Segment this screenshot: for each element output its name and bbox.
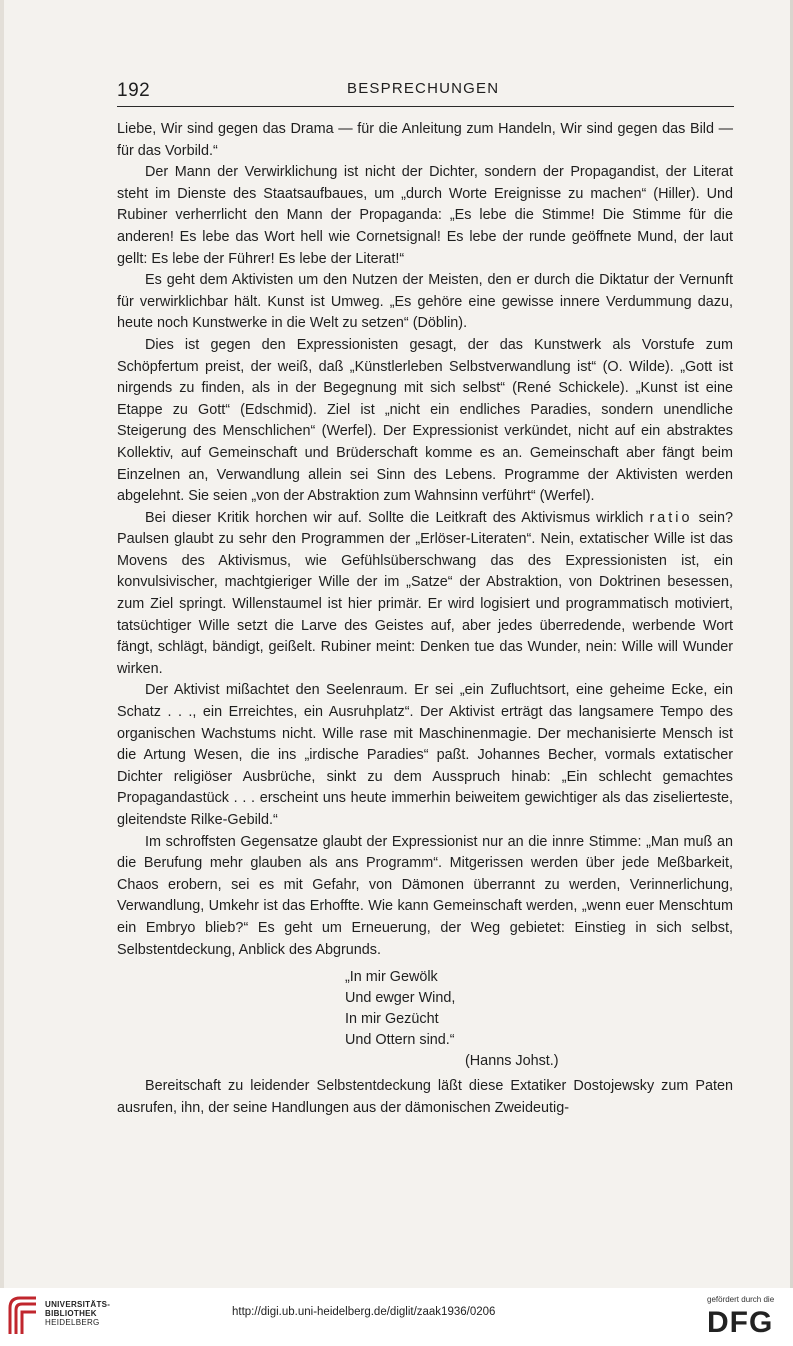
poem-line: Und ewger Wind, [345, 990, 456, 1007]
poem-quote [117, 967, 733, 1072]
footer-bar [0, 1288, 793, 1346]
funding-note: gefördert durch die [707, 1295, 775, 1304]
paragraph: Der Mann der Verwirklichung ist nicht der Dichter, sondern der Propagandist, der Literat steht im Dienste des Staatsaufbaues, um „durch Worte Ereignisse zu machen“ (Hiller). Und Rubiner verherrlicht den Mann der Propaganda: „Es lebe die Stimme! Die Stimme für die anderen! Es lebe das Wort hell wie Cornetsignal! Es lebe der runde geöffnete Mund, der laut gellt: Es lebe der Führer! Es lebe der Literat!“ [117, 164, 733, 267]
library-name-line: BIBLIOTHEK [45, 1309, 97, 1318]
paragraph: Liebe, Wir sind gegen das Drama — für die Anleitung zum Handeln, Wir sind gegen das Bild — für das Vorbild.“ [117, 121, 733, 159]
paragraph: Im schroffsten Gegensatze glaubt der Expressionist nur an die innre Stimme: „Man muß an die Berufung mehr glauben als ans Programm“. Mitgerissen werden über jede Meßbarkeit, Chaos erobern, sei es mit Gefahr, von Dämonen überrannt zu werden, Verinnerlichung, Verwandlung, Umkehr ist das Erhoffte. Wie kann Gemeinschaft werden, „wenn euer Menschtum ein Embryo blieb?“ Es geht um Erneuerung, der Weg gebietet: Einstieg in sich selbst, Selbstentdeckung, Anblick des Abgrunds. [117, 833, 733, 958]
paragraph [117, 508, 733, 681]
poem-author: (Hanns Johst.) [465, 1053, 559, 1070]
header-rule [117, 106, 734, 107]
paragraph: Dies ist gegen den Expressionisten gesagt, der das Kunstwerk als Vorstufe zum Schöpfertum preist, der weiß, daß „Künstlerleben Selbstverwandlung ist“ (O. Wilde). „Gott ist nirgends zu finden, als in der Begegnung mit sich selbst“ (René Schickele). „Kunst ist eine Etappe zu Gott“ (Edschmid). Ziel ist „nicht ein endliches Paradies, sondern unendliche Steigerung des Menschlichen“ (Werfel). Der Expressionist verkündet, nicht auf ein abstraktes Kollektiv, auf Gemeinschaft und Brüderschaft komme es an. Gemeinschaft aber fängt beim Einzelnen an, Verwandlung allein sei Sinn des Lebens. Programme der Aktivisten werden abgelehnt. Sie seien „von der Abstraktion zum Wahnsinn verführt“ (Werfel). [117, 336, 733, 505]
dfg-logo: DFG [707, 1306, 774, 1339]
paragraph-text: Bei dieser Kritik horchen wir auf. Sollte die Leitkraft des Aktivismus wirklich [145, 509, 644, 526]
source-url-link[interactable]: http://digi.ub.uni-heidelberg.de/diglit/zaak1936/0206 [232, 1306, 496, 1318]
paragraph: Es geht dem Aktivisten um den Nutzen der Meisten, den er durch die Diktatur der Vernunft für verwirklichbar hält. Kunst ist Umweg. „Es gehöre eine gewisse innere Verdummung dazu, heute noch Kunstwerke in die Welt zu setzen“ (Döblin). [117, 272, 733, 332]
poem-line: „In mir Gewölk [345, 969, 438, 986]
library-name-line: UNIVERSITÄTS- [45, 1300, 111, 1309]
running-head: BESPRECHUNGEN [347, 80, 500, 97]
article-body [117, 119, 733, 1119]
poem-line: Und Ottern sind.“ [345, 1032, 455, 1049]
paragraph-text: sein? Paulsen glaubt zu sehr den Programmen der „Erlöser-Literaten“. Nein, extatischer Wille ist das Movens des Aktivismus, wie Gefühlsüberschwang das des Expressionisten ist, ein konvulsivischer, machtgieriger Wille der im „Satze“ der Abstraktion, von Doktrinen besessen, zum Ziel springt. Willenstaumel ist hier primär. Er wird logisiert und programmatisch motiviert, tatsüchtiger Wille setzt die Larve des Geistes auf, aber jedes überredende, werbende Wort fängt, schlägt, bändigt, geißelt. Rubiner meint: Denken tue das Wunder, nein: Wille will Wunder wirken. [117, 509, 734, 677]
page-edge-left [0, 0, 4, 1288]
paragraph: Bereitschaft zu leidender Selbstentdeckung läßt diese Extatiker Dostojewsky zum Paten ausrufen, ihn, der seine Handlungen aus der dämonischen Zweideutig- [117, 1078, 733, 1116]
library-logo-icon [6, 1294, 40, 1336]
page-number: 192 [117, 80, 151, 101]
paragraph: Der Aktivist mißachtet den Seelenraum. Er sei „ein Zufluchtsort, eine geheime Ecke, ein Schatz . . ., ein Erreichtes, ein Ausruhplatz“. Der Aktivist erträgt das langsamere Tempo des organischen Wachstums nicht. Wille rase mit Maschinenmagie. Der mechanisierte Mensch ist die Artung Wesen, die ins „irdische Paradies“ paßt. Johannes Becher, vormals extatischer Dichter religiöser Ausbrüche, sinkt zu dem Ausspruch hinab: „Ein schlecht gemachtes Propagandastück . . . erscheint uns heute immerhin beiweitem gewichtiger als das ziselierteste, gleitendste Rilke-Gebild.“ [117, 682, 733, 828]
spaced-word: ratio [649, 509, 693, 526]
page-header [117, 80, 734, 104]
library-name [45, 1300, 110, 1327]
library-name-line: HEIDELBERG [45, 1318, 100, 1327]
poem-line: In mir Gezücht [345, 1011, 439, 1028]
